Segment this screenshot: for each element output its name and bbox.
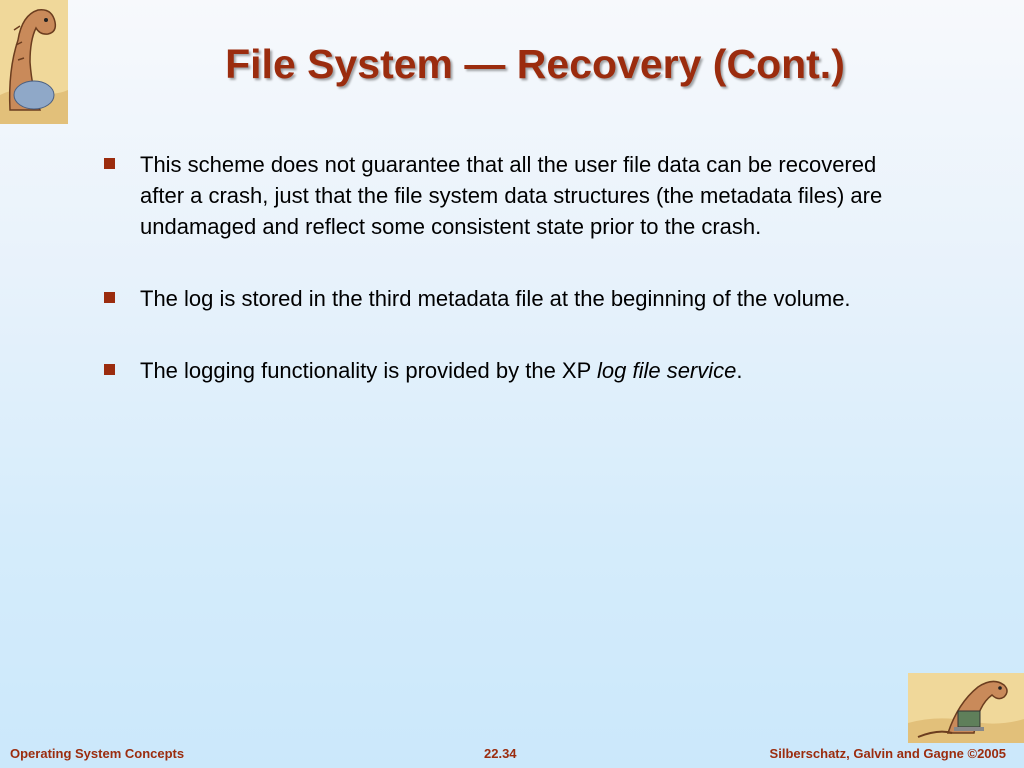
- bullet-text: The log is stored in the third metadata file at the beginning of the volume.: [140, 286, 851, 311]
- footer-copyright: Silberschatz, Galvin and Gagne ©2005: [769, 746, 1006, 761]
- bullet-list: [104, 149, 904, 427]
- dinosaur-logo-icon: [0, 0, 68, 124]
- bullet-item: [104, 149, 904, 242]
- bullet-text: The logging functionality is provided by the XP: [140, 358, 597, 383]
- bullet-text: This scheme does not guarantee that all the user file data can be recovered after a crash, just that the file system data structures (the metadata files) are undamaged and reflect some consistent state prior to the crash.: [140, 152, 883, 239]
- square-bullet-icon: [104, 292, 115, 303]
- bullet-item: [104, 355, 904, 386]
- bullet-italic-term: log file service: [596, 358, 737, 383]
- bullet-text-end: .: [736, 358, 743, 383]
- footer-slide-number: 22.34: [484, 746, 517, 761]
- dinosaur-laptop-logo-icon: [908, 673, 1024, 743]
- square-bullet-icon: [104, 364, 115, 375]
- footer-course-title: Operating System Concepts: [10, 746, 185, 761]
- square-bullet-icon: [104, 158, 115, 169]
- bullet-item: [104, 283, 904, 314]
- slide-title: File System — Recovery (Cont.): [225, 41, 845, 87]
